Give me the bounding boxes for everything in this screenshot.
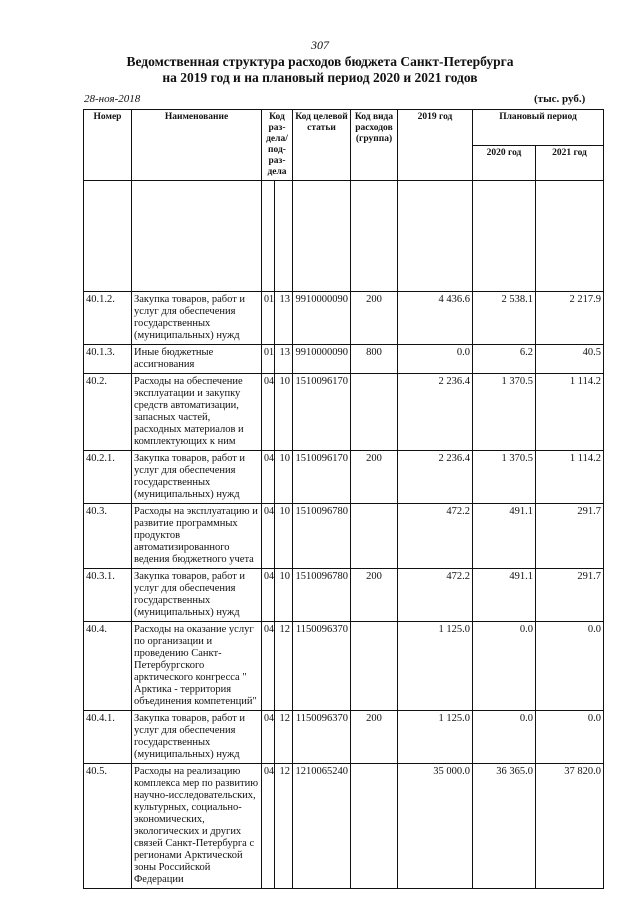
row-amount-2020: 0.0 — [473, 711, 536, 764]
row-amount-2019: 2 236.4 — [398, 451, 473, 504]
row-subsection: 12 — [275, 622, 293, 711]
row-expense-type — [351, 622, 398, 711]
table-row — [84, 451, 604, 504]
row-subsection: 13 — [275, 345, 293, 374]
row-amount-2019: 35 000.0 — [398, 764, 473, 889]
row-amount-2020: 2 538.1 — [473, 292, 536, 345]
row-amount-2021: 40.5 — [536, 345, 604, 374]
header-name: Наименование — [132, 110, 262, 181]
row-subsection: 12 — [275, 764, 293, 889]
title-line-2: на 2019 год и на плановый период 2020 и 2021 годов — [162, 70, 478, 85]
row-name: Закупка товаров, работ и услуг для обеспечения государственных (муниципальных) нужд — [132, 451, 262, 504]
table-row — [84, 345, 604, 374]
row-section: 01 — [262, 292, 275, 345]
row-subsection: 12 — [275, 711, 293, 764]
row-amount-2019: 0.0 — [398, 345, 473, 374]
row-expense-type: 200 — [351, 569, 398, 622]
row-amount-2019: 4 436.6 — [398, 292, 473, 345]
table-row — [84, 504, 604, 569]
row-expense-type — [351, 764, 398, 889]
row-amount-2019: 1 125.0 — [398, 622, 473, 711]
row-amount-2020: 1 370.5 — [473, 374, 536, 451]
row-subsection: 10 — [275, 504, 293, 569]
row-amount-2021: 37 820.0 — [536, 764, 604, 889]
header-year-2019: 2019 год — [398, 110, 473, 181]
row-amount-2020: 1 370.5 — [473, 451, 536, 504]
table-row — [84, 374, 604, 451]
row-section: 04 — [262, 711, 275, 764]
row-number: 40.1.3. — [84, 345, 132, 374]
header-spacer-row — [84, 181, 604, 292]
row-target-code: 1150096370 — [293, 622, 351, 711]
row-section: 04 — [262, 504, 275, 569]
row-name: Расходы на оказание услуг по организации и проведению Санкт-Петербургского арктического конгресса " Арктика - территория объединения компетенций" — [132, 622, 262, 711]
row-amount-2019: 472.2 — [398, 504, 473, 569]
row-amount-2019: 472.2 — [398, 569, 473, 622]
row-section: 04 — [262, 451, 275, 504]
row-expense-type: 200 — [351, 711, 398, 764]
row-target-code: 1510096780 — [293, 504, 351, 569]
table-row — [84, 292, 604, 345]
table-row — [84, 764, 604, 889]
table-row — [84, 711, 604, 764]
row-name: Закупка товаров, работ и услуг для обеспечения государственных (муниципальных) нужд — [132, 292, 262, 345]
row-amount-2020: 0.0 — [473, 622, 536, 711]
row-subsection: 10 — [275, 374, 293, 451]
row-target-code: 1510096170 — [293, 451, 351, 504]
row-name: Расходы на обеспечение эксплуатации и закупку средств автоматизации, запасных частей, расходных материалов и комплектующих к ним — [132, 374, 262, 451]
row-number: 40.1.2. — [84, 292, 132, 345]
row-number: 40.3.1. — [84, 569, 132, 622]
row-expense-type: 200 — [351, 292, 398, 345]
row-subsection: 10 — [275, 569, 293, 622]
header-planned-period: Плановый период — [473, 110, 604, 146]
budget-table — [83, 109, 604, 889]
row-amount-2021: 0.0 — [536, 711, 604, 764]
page-number: 307 — [311, 38, 329, 52]
document-date: 28-ноя-2018 — [84, 93, 141, 105]
header-target-code: Код целевой статьи — [293, 110, 351, 181]
row-target-code: 1510096170 — [293, 374, 351, 451]
units-label: (тыс. руб.) — [534, 93, 586, 105]
row-number: 40.3. — [84, 504, 132, 569]
header-row — [84, 110, 604, 146]
row-name: Расходы на эксплуатацию и развитие программных продуктов автоматизированного ведения бюджетного учета — [132, 504, 262, 569]
row-section: 04 — [262, 569, 275, 622]
row-amount-2021: 2 217.9 — [536, 292, 604, 345]
header-year-2021: 2021 год — [536, 145, 604, 181]
row-amount-2020: 36 365.0 — [473, 764, 536, 889]
table-row — [84, 622, 604, 711]
row-subsection: 13 — [275, 292, 293, 345]
row-amount-2020: 6.2 — [473, 345, 536, 374]
row-target-code: 1510096780 — [293, 569, 351, 622]
row-number: 40.5. — [84, 764, 132, 889]
row-expense-type: 800 — [351, 345, 398, 374]
header-number: Номер — [84, 110, 132, 181]
row-target-code: 1210065240 — [293, 764, 351, 889]
header-expense-type: Код вида расходов (группа) — [351, 110, 398, 181]
header-section-code: Код раз-дела/ под-раз-дела — [262, 110, 293, 181]
title-line-1: Ведомственная структура расходов бюджета Санкт-Петербурга — [126, 54, 514, 69]
row-name: Закупка товаров, работ и услуг для обеспечения государственных (муниципальных) нужд — [132, 569, 262, 622]
document-title — [80, 54, 560, 86]
row-name: Иные бюджетные ассигнования — [132, 345, 262, 374]
row-target-code: 9910000090 — [293, 345, 351, 374]
row-number: 40.4. — [84, 622, 132, 711]
row-section: 04 — [262, 622, 275, 711]
row-amount-2020: 491.1 — [473, 504, 536, 569]
row-target-code: 1150096370 — [293, 711, 351, 764]
row-number: 40.2.1. — [84, 451, 132, 504]
row-section: 04 — [262, 764, 275, 889]
row-subsection: 10 — [275, 451, 293, 504]
row-amount-2019: 1 125.0 — [398, 711, 473, 764]
row-target-code: 9910000090 — [293, 292, 351, 345]
header-year-2020: 2020 год — [473, 145, 536, 181]
row-number: 40.2. — [84, 374, 132, 451]
row-amount-2021: 291.7 — [536, 504, 604, 569]
table-row — [84, 569, 604, 622]
row-expense-type — [351, 504, 398, 569]
row-amount-2021: 291.7 — [536, 569, 604, 622]
row-amount-2021: 1 114.2 — [536, 374, 604, 451]
row-expense-type: 200 — [351, 451, 398, 504]
row-amount-2020: 491.1 — [473, 569, 536, 622]
row-name: Расходы на реализацию комплекса мер по развитию научно-исследовательских, культурных, социально-экономических, экологических и других связей Санкт-Петербурга с регионами Арктической зоны Российской Федерации — [132, 764, 262, 889]
row-name: Закупка товаров, работ и услуг для обеспечения государственных (муниципальных) нужд — [132, 711, 262, 764]
row-section: 01 — [262, 345, 275, 374]
row-expense-type — [351, 374, 398, 451]
budget-table-body — [84, 292, 604, 889]
row-amount-2021: 0.0 — [536, 622, 604, 711]
row-section: 04 — [262, 374, 275, 451]
row-amount-2019: 2 236.4 — [398, 374, 473, 451]
row-amount-2021: 1 114.2 — [536, 451, 604, 504]
row-number: 40.4.1. — [84, 711, 132, 764]
